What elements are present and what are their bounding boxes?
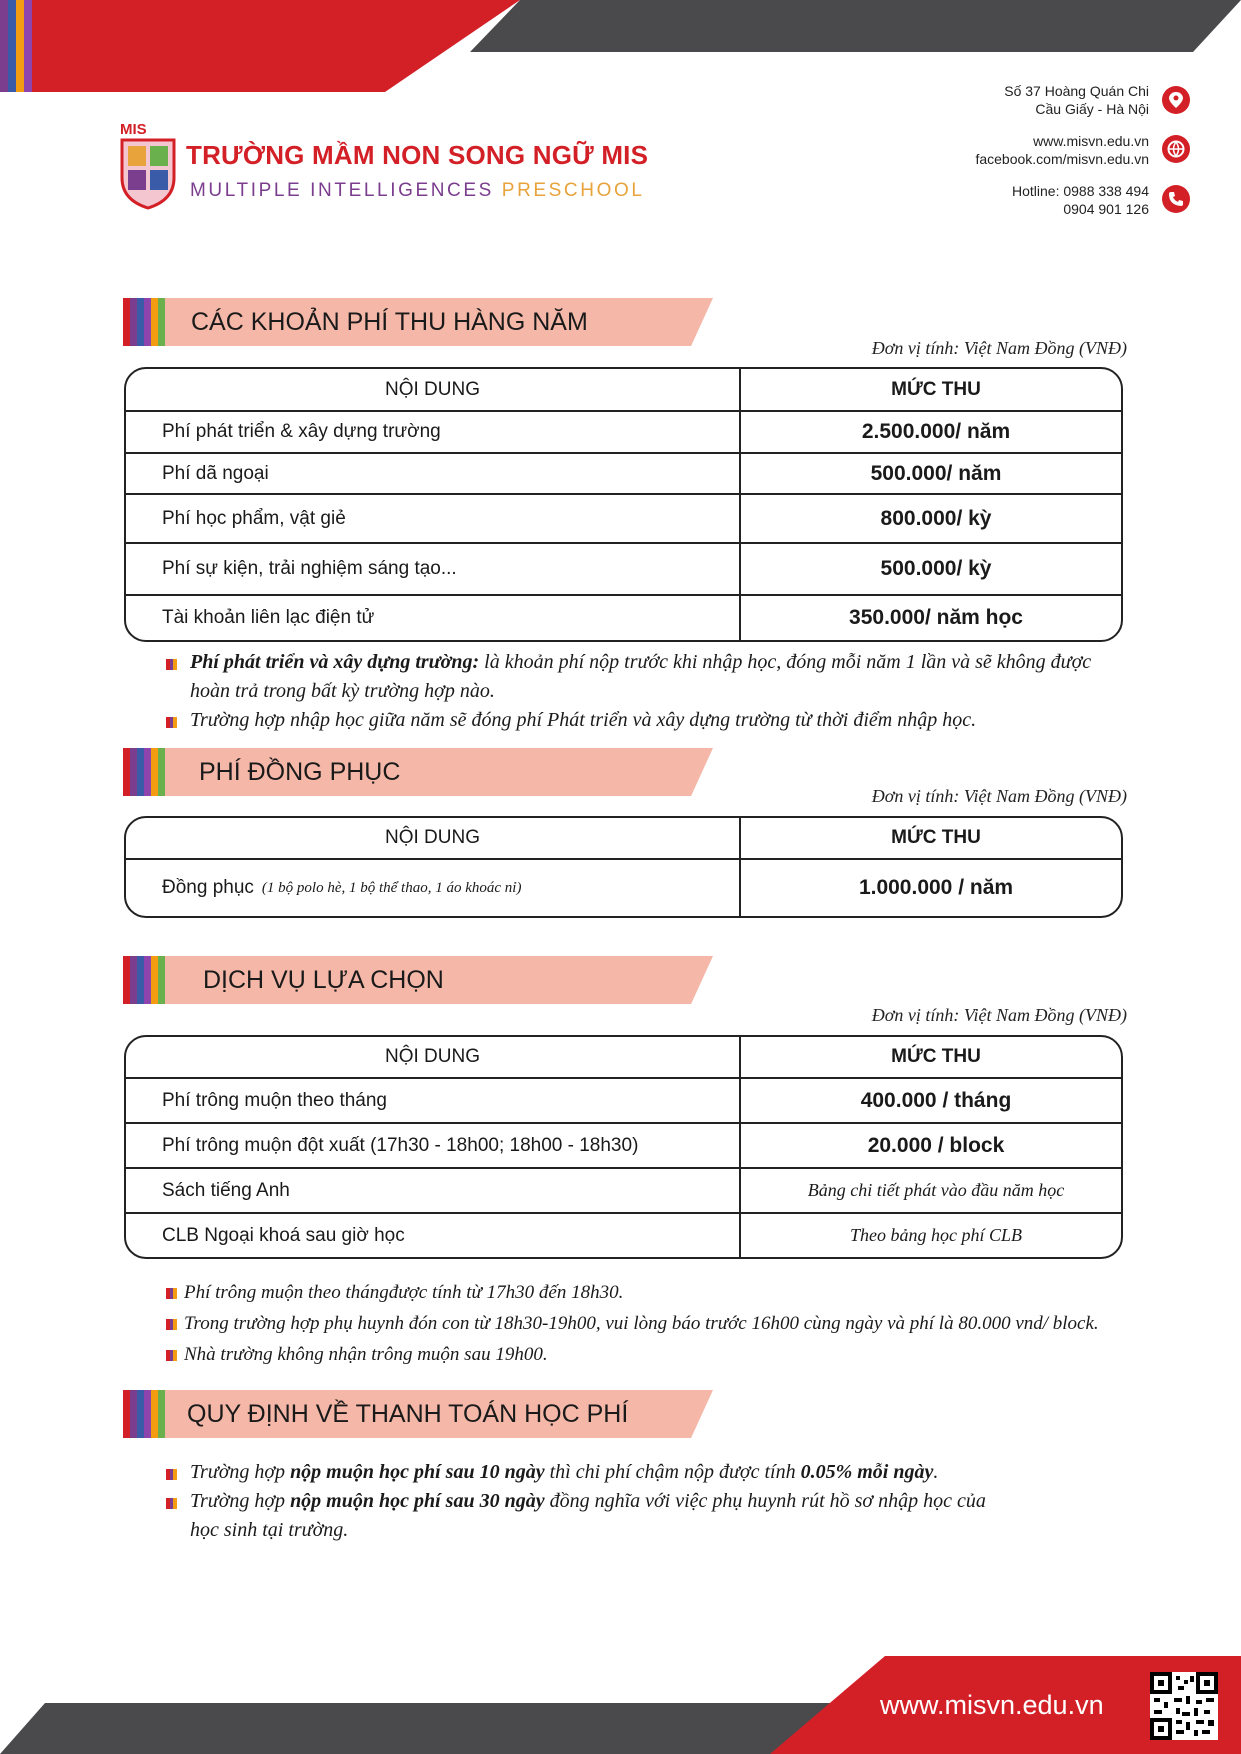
section-title-optional: DỊCH VỤ LỰA CHỌN [203, 966, 444, 994]
list-item: Trong trường hợp phụ huynh đón con từ 18h30-19h00, vui lòng báo trước 16h00 cùng ngày và phí là 80.000 vnd/ block. [166, 1308, 1196, 1339]
annual-notes [166, 648, 1126, 735]
section-banner-payment [123, 1390, 713, 1438]
section-banner-optional [123, 956, 713, 1004]
uniform-fee-table [124, 816, 1123, 918]
annual-fee-table [124, 367, 1123, 642]
list-item: Trường hợp nộp muộn học phí sau 10 ngày thì chi phí chậm nộp được tính 0.05% mỗi ngày. [166, 1458, 1126, 1487]
table-header-row [126, 1037, 1121, 1077]
table-row: Phí dã ngoại 500.000/ năm [126, 452, 1121, 493]
list-item: Trường hợp nhập học giữa năm sẽ đóng phí Phát triển và xây dựng trường từ thời điểm nhập học. [166, 706, 1126, 735]
list-item: Phí trông muộn theo thángđược tính từ 17h30 đến 18h30. [166, 1277, 1196, 1308]
column-header-fee: MỨC THU [891, 1046, 981, 1067]
section-banner-uniform [123, 748, 713, 796]
location-pin-icon [1162, 86, 1190, 114]
school-subtitle: MULTIPLE INTELLIGENCES PRESCHOOL [190, 180, 645, 201]
table-row: Phí trông muộn theo tháng 400.000 / tháng [126, 1077, 1121, 1122]
header-gray-band [470, 0, 1241, 52]
header-banner-graphic [0, 0, 1241, 95]
school-logo [118, 118, 678, 218]
header-color-stripes [0, 0, 40, 92]
footer-website-link[interactable]: www.misvn.edu.vn [880, 1690, 1104, 1720]
logo-badge-text: MIS [120, 121, 147, 138]
table-header-row [126, 369, 1121, 410]
section-title-payment: QUY ĐỊNH VỀ THANH TOÁN HỌC PHÍ [187, 1400, 629, 1428]
unit-note-optional: Đơn vị tính: Việt Nam Đồng (VNĐ) [871, 1005, 1127, 1025]
facebook-link[interactable]: facebook.com/misvn.edu.vn [975, 151, 1149, 167]
section-title-annual: CÁC KHOẢN PHÍ THU HÀNG NĂM [191, 308, 588, 336]
column-header-content: NỘI DUNG [126, 818, 741, 858]
table-row: Phí phát triển & xây dựng trường 2.500.000/ năm [126, 410, 1121, 452]
list-item: Nhà trường không nhận trông muộn sau 19h00. [166, 1339, 1196, 1370]
header-red-band [0, 0, 520, 92]
optional-service-table [124, 1035, 1123, 1259]
table-row: Phí học phẩm, vật giẻ 800.000/ kỳ [126, 493, 1121, 542]
section-banner-annual [123, 298, 713, 346]
table-header-row [126, 818, 1121, 858]
school-name: TRƯỜNG MẦM NON SONG NGỮ MIS [186, 140, 649, 170]
contact-web [975, 132, 1149, 168]
table-row: Phí sự kiện, trải nghiệm sáng tạo... 500.000/ kỳ [126, 542, 1121, 594]
column-header-content: NỘI DUNG [126, 369, 741, 410]
shield-logo-icon [118, 118, 178, 210]
contact-address: Số 37 Hoàng Quán Chi Cầu Giấy - Hà Nội [1004, 83, 1149, 117]
table-row: Phí trông muộn đột xuất (17h30 - 18h00; 18h00 - 18h30) 20.000 / block [126, 1122, 1121, 1167]
table-row: Tài khoản liên lạc điện tử 350.000/ năm học [126, 594, 1121, 640]
column-header-fee: MỨC THU [891, 827, 981, 848]
website-link[interactable]: www.misvn.edu.vn [1033, 133, 1149, 149]
unit-note-annual: Đơn vị tính: Việt Nam Đồng (VNĐ) [871, 338, 1127, 358]
globe-icon [1162, 135, 1190, 163]
column-header-content: NỘI DUNG [126, 1037, 741, 1077]
table-row: Sách tiếng Anh Bảng chi tiết phát vào đầu năm học [126, 1167, 1121, 1212]
section-title-uniform: PHÍ ĐỒNG PHỤC [199, 758, 401, 786]
table-row: CLB Ngoại khoá sau giờ học Theo bảng học phí CLB [126, 1212, 1121, 1257]
unit-note-uniform: Đơn vị tính: Việt Nam Đồng (VNĐ) [871, 786, 1127, 806]
optional-notes [166, 1277, 1196, 1370]
payment-rules [166, 1458, 1126, 1545]
contact-hotline: Hotline: 0988 338 494 0904 901 126 [1012, 183, 1149, 217]
column-header-fee: MỨC THU [891, 378, 981, 400]
phone-icon [1162, 185, 1190, 213]
qr-code-icon [1150, 1672, 1218, 1740]
table-row: Đồng phục (1 bộ polo hè, 1 bộ thể thao, 1 áo khoác nỉ) 1.000.000 / năm [126, 858, 1121, 916]
list-item: Trường hợp nộp muộn học phí sau 30 ngày đồng nghĩa với việc phụ huynh rút hồ sơ nhập học của học sinh tại trường. [166, 1487, 1126, 1545]
list-item: Phí phát triển và xây dựng trường: là khoản phí nộp trước khi nhập học, đóng mỗi năm 1 lần và sẽ không được hoàn trả trong bất kỳ trường hợp nào. [166, 648, 1126, 706]
